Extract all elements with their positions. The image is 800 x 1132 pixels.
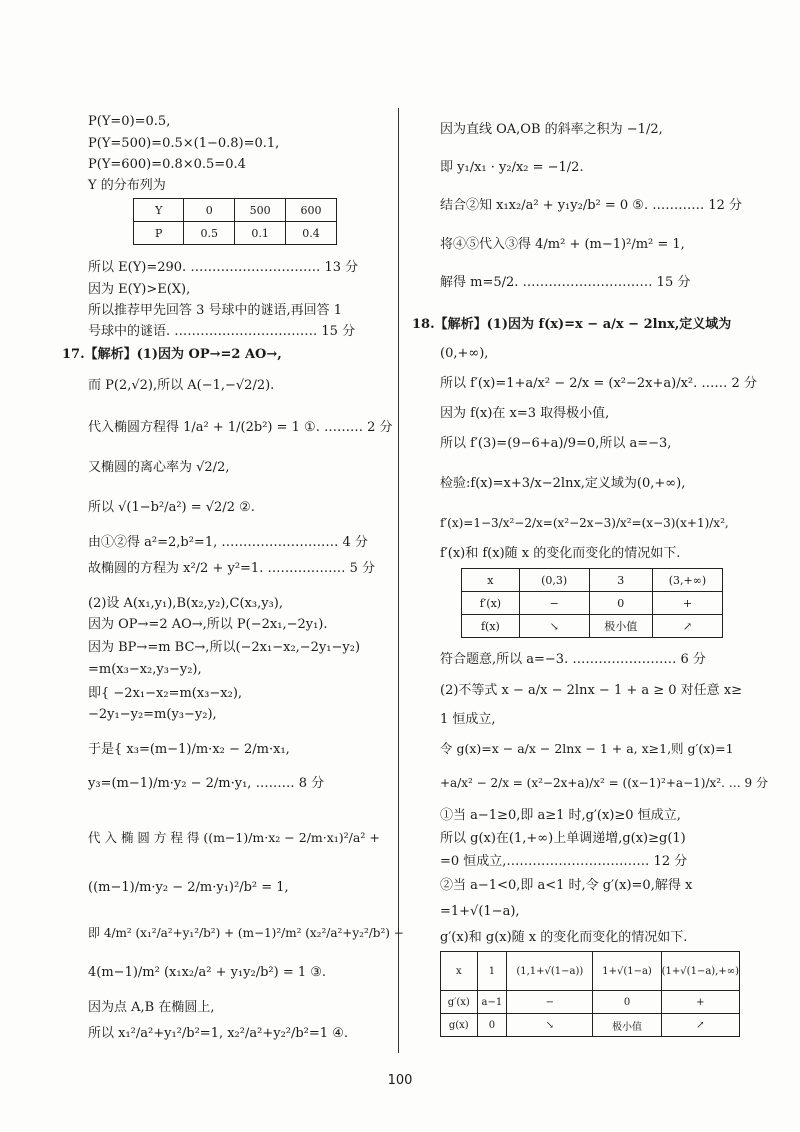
table-row [441,952,740,991]
table-cell: 0 [589,592,652,615]
table-cell: − [507,991,593,1014]
table-cell: f(x) [462,615,520,638]
table-cell: Y [134,199,184,222]
question-17-heading: 17.【解析】(1)因为 OP→=2 AO→, [62,347,282,362]
text-line: 令 g(x)=x − a/x − 2lnx − 1 + a, x≥1,则 g′(x)=1 [440,741,734,756]
text-line: 代入椭圆方程得 1/a² + 1/(2b²) = 1 ①. ……… 2 分 [88,420,393,435]
text-line: (0,+∞), [440,346,489,361]
text-line: −2y₁−y₂=m(y₃−y₂), [88,707,217,722]
text-line: 所以 g(x)在(1,+∞)上单调递增,g(x)≥g(1) [440,831,686,846]
text-line: 符合题意,所以 a=−3. …………………… 6 分 [440,652,706,667]
text-line: 号球中的谜语. …………………………… 15 分 [88,324,356,339]
table-cell: 1+√(1−a) [593,952,661,991]
text-line: 因为 E(Y)>E(X), [88,282,191,297]
table-cell: (1,1+√(1−a)) [507,952,593,991]
column-divider [398,108,399,1053]
text-line: P(Y=0)=0.5, [88,114,171,129]
text-line: 所以推荐甲先回答 3 号球中的谜语,再回答 1 [88,303,343,318]
variation-table-f [461,568,723,638]
table-cell: + [652,592,722,615]
text-line: 即 y₁/x₁ · y₂/x₂ = −1/2. [440,160,584,175]
text-line: 即{ −2x₁−x₂=m(x₃−x₂), [88,686,243,701]
text-line: P(Y=600)=0.8×0.5=0.4 [88,157,246,172]
table-cell: ↘ [507,1014,593,1037]
table-cell: 1 [477,952,507,991]
text-line: f′(x)=1−3/x²−2/x=(x²−2x−3)/x²=(x−3)(x+1)/x², [440,516,729,530]
table-cell: 极小值 [593,1014,661,1037]
text-line: 结合②知 x₁x₂/a² + y₁y₂/b² = 0 ⑤. ………… 12 分 [440,198,743,213]
text-line: 故椭圆的方程为 x²/2 + y²=1. ……………… 5 分 [88,561,376,576]
table-cell: (0,3) [519,569,589,592]
text-line: =0 恒成立,…………………………… 12 分 [440,854,688,869]
text-line: ((m−1)/m·y₂ − 2/m·y₁)²/b² = 1, [88,880,289,895]
table-cell: − [519,592,589,615]
table-cell: x [441,952,478,991]
distribution-table-y [133,198,337,245]
table-cell: 0 [477,1014,507,1037]
text-line: (2)不等式 x − a/x − 2lnx − 1 + a ≥ 0 对任意 x≥ [440,683,743,698]
table-cell: P [134,222,184,245]
table-row [134,199,337,222]
text-line: 所以 E(Y)=290. ………………………… 13 分 [88,260,359,275]
text-line: (2)设 A(x₁,y₁),B(x₂,y₂),C(x₃,y₃), [88,596,283,611]
table-row [134,222,337,245]
text-line: 由①②得 a²=2,b²=1, ……………………… 4 分 [88,535,368,550]
text-line: Y 的分布列为 [88,178,166,193]
text-line: 4(m−1)/m² (x₁x₂/a² + y₁y₂/b²) = 1 ③. [88,965,327,980]
table-cell: + [661,991,739,1014]
text-line: 因为 f(x)在 x=3 取得极小值, [440,406,610,421]
text-line: 又椭圆的离心率为 √2/2, [88,460,230,475]
table-cell: x [462,569,520,592]
table-cell: 0.1 [235,222,286,245]
table-cell: 0.5 [184,222,235,245]
table-cell: 3 [589,569,652,592]
text-line: 检验:f(x)=x+3/x−2lnx,定义域为(0,+∞), [440,476,686,491]
text-line: 所以 x₁²/a²+y₁²/b²=1, x₂²/a²+y₂²/b²=1 ④. [88,1026,348,1041]
text-line: ②当 a−1<0,即 a<1 时,令 g′(x)=0,解得 x [440,878,693,893]
text-line: 而 P(2,√2),所以 A(−1,−√2/2). [88,378,275,393]
text-line: 1 恒成立, [440,712,496,727]
table-row [441,1014,740,1037]
text-line: 所以 f′(x)=1+a/x² − 2/x = (x²−2x+a)/x². …… 2 分 [440,376,757,391]
text-line: 因为 OP→=2 AO→,所以 P(−2x₁,−2y₁). [88,617,328,632]
table-cell: ↘ [519,615,589,638]
text-line: 所以 √(1−b²/a²) = √2/2 ②. [88,500,255,515]
page-number: 100 [387,1073,413,1088]
table-cell: 极小值 [589,615,652,638]
question-18-heading: 18.【解析】(1)因为 f(x)=x − a/x − 2lnx,定义域为 [412,317,732,332]
text-line: P(Y=500)=0.5×(1−0.8)=0.1, [88,136,280,151]
text-line: 代 入 椭 圆 方 程 得 ((m−1)/m·x₂ − 2/m·x₁)²/a² + [88,830,380,845]
table-cell: (3,+∞) [652,569,722,592]
text-line: +a/x² − 2/x = (x²−2x+a)/x² = ((x−1)²+a−1)/x². … 9 分 [440,776,768,790]
text-line: g′(x)和 g(x)随 x 的变化而变化的情况如下. [440,930,688,945]
text-line: f′(x)和 f(x)随 x 的变化而变化的情况如下. [440,546,681,561]
table-cell: a−1 [477,991,507,1014]
text-line: 因为直线 OA,OB 的斜率之积为 −1/2, [440,122,663,137]
text-line: 因为点 A,B 在椭圆上, [88,1000,215,1015]
text-line: 因为 BP→=m BC→,所以(−2x₁−x₂,−2y₁−y₂) [88,640,361,655]
text-line: =1+√(1−a), [440,904,520,919]
table-row [462,569,723,592]
variation-table-g [440,951,740,1037]
table-row [462,592,723,615]
table-cell: ↗ [661,1014,739,1037]
table-cell: ↗ [652,615,722,638]
text-line: 即 4/m² (x₁²/a²+y₁²/b²) + (m−1)²/m² (x₂²/a²+y₂²/b²) − [88,926,404,940]
text-line: =m(x₃−x₂,y₃−y₂), [88,662,202,677]
table-cell: 0 [593,991,661,1014]
text-line: ①当 a−1≥0,即 a≥1 时,g′(x)≥0 恒成立, [440,808,681,823]
text-line: 将④⑤代入③得 4/m² + (m−1)²/m² = 1, [440,237,685,252]
text-line: 所以 f′(3)=(9−6+a)/9=0,所以 a=−3, [440,436,672,451]
text-line: y₃=(m−1)/m·y₂ − 2/m·y₁, ……… 8 分 [88,776,325,791]
table-cell: 0.4 [286,222,337,245]
table-cell: f′(x) [462,592,520,615]
text-line: 解得 m=5/2. ………………………… 15 分 [440,275,691,290]
text-line: 于是{ x₃=(m−1)/m·x₂ − 2/m·x₁, [88,742,290,757]
table-cell: (1+√(1−a),+∞) [661,952,739,991]
table-cell: 0 [184,199,235,222]
table-row [462,615,723,638]
table-cell: g(x) [441,1014,478,1037]
table-cell: 600 [286,199,337,222]
table-row [441,991,740,1014]
table-cell: 500 [235,199,286,222]
table-cell: g′(x) [441,991,478,1014]
